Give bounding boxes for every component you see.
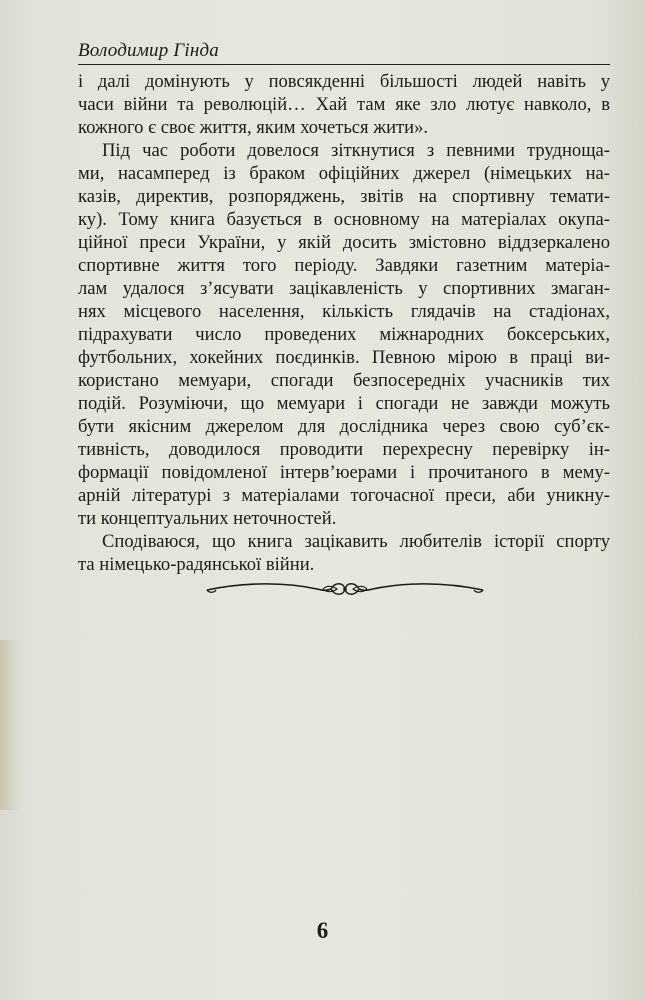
text-line: бути якісним джерелом для дослідника через свою суб’єк- — [78, 416, 610, 437]
page-number: 6 — [316, 918, 329, 943]
text-line: користано мемуари, спогади безпосередніх учасників тих — [78, 370, 610, 391]
text-line: підрахувати число проведених міжнародних боксерських, — [78, 324, 610, 345]
text-line: формації повідомленої інтерв’юерами і прочитаного в мему- — [78, 462, 610, 483]
text-line: Сподіваюся, що книга зацікавить любителів історії спорту — [102, 531, 610, 552]
paragraph — [78, 530, 610, 576]
body-text — [78, 70, 610, 576]
paragraph — [78, 70, 610, 139]
text-line: лам удалося з’ясувати зацікавленість у спортивних змаган- — [78, 278, 610, 299]
text-line: кожного є своє життя, яким хочеться жити». — [78, 117, 429, 138]
text-line: нях місцевого населення, кількість глядачів на стадіонах, — [78, 301, 610, 322]
text-line: ційної преси України, у якій досить змістовно віддзеркалено — [78, 232, 610, 253]
header-author: Володимир Гінда — [78, 40, 220, 61]
text-line: ми, насамперед із браком офіційних джерел (німецьких на- — [78, 163, 610, 184]
text-line: Під час роботи довелося зіткнутися з певними трудноща- — [102, 140, 610, 161]
text-line: та німецько-радянської війни. — [78, 554, 315, 575]
text-line: і далі домінують у повсякденні більшості людей навіть у — [78, 71, 610, 92]
text-line: футбольних, хокейних поєдинків. Певною мірою в праці ви- — [78, 347, 610, 368]
text-line: ку). Тому книга базується в основному на матеріалах окупа- — [78, 209, 610, 230]
text-line: тивність, доводилося проводити перехресну перевірку ін- — [78, 439, 610, 460]
flourish-divider-icon — [205, 574, 485, 604]
text-line: арній літературі з матеріалами тогочасної преси, аби уникну- — [78, 485, 610, 506]
text-line: казів, директив, розпоряджень, звітів на спортивну темати- — [78, 186, 610, 207]
running-header — [78, 34, 610, 65]
text-line: спортивне життя того періоду. Завдяки газетним матеріа- — [78, 255, 610, 276]
text-line: ти концептуальних неточностей. — [78, 508, 337, 529]
text-line: подій. Розуміючи, що мемуари і спогади не завжди можуть — [78, 393, 610, 414]
page-edge-shadow — [0, 640, 20, 810]
text-line: часи війни та революцій… Хай там яке зло лютує навколо, в — [78, 94, 610, 115]
paragraph — [78, 139, 610, 530]
